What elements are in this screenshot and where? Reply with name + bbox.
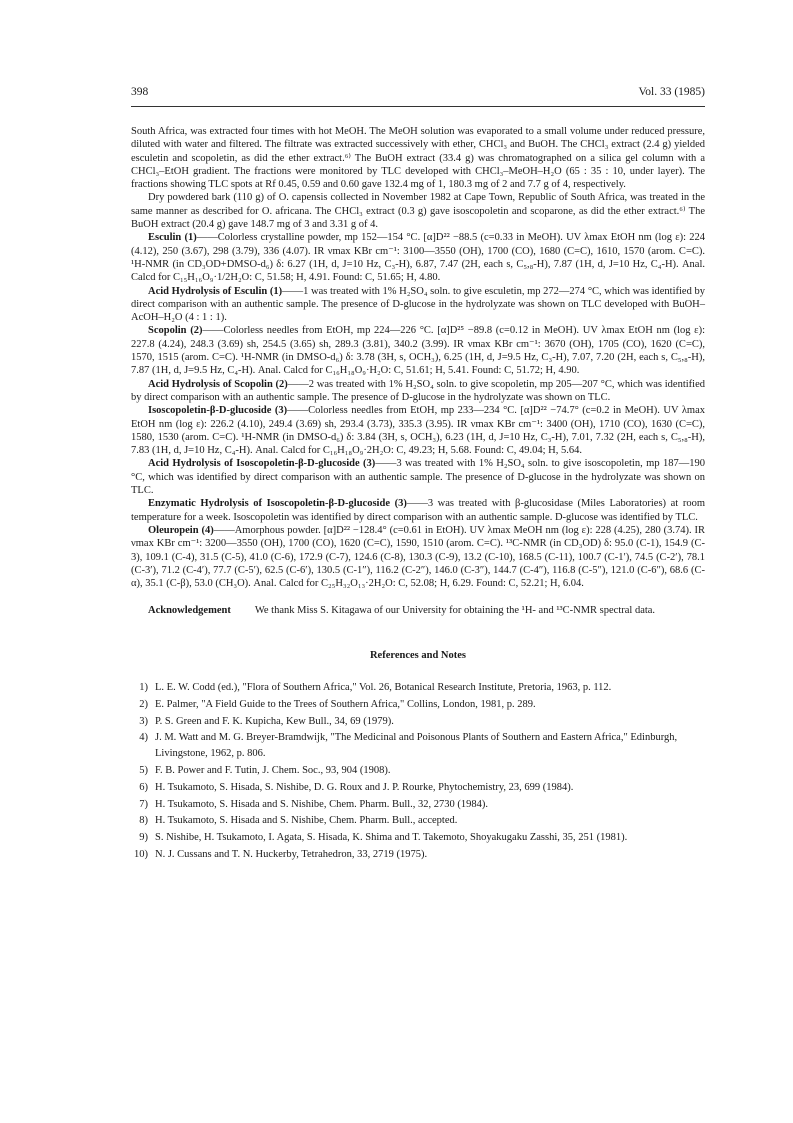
- entry-enzymatic-hydrolysis: Enzymatic Hydrolysis of Isoscopoletin-β-D-glucoside (3)——3 was treated with β-glucosidase (Miles Laboratories) at room temperature for a week. Isoscopoletin was identified by direct comparison with an authentic sample. D-glucose was identified by TLC.: [131, 498, 705, 523]
- reference-item: 8) H. Tsukamoto, S. Hisada and S. Nishibe, Chem. Pharm. Bull., accepted.: [139, 815, 458, 827]
- reference-item: 1) L. E. W. Codd (ed.), "Flora of Southern Africa," Vol. 26, Botanical Research Institute, Pretoria, 1963, p. 112.: [139, 681, 612, 693]
- entry-acid-hydrolysis-esculin: Acid Hydrolysis of Esculin (1)——1 was treated with 1% H₂SO₄ soln. to give esculetin, mp 272—274 °C, which was identified by direct comparison with an authentic sample. The presence of D-glucose in the hydrolyzate was shown on TLC developed with BuOH–AcOH–H₂O (4 : 1 : 1).: [131, 285, 705, 324]
- entry-heading: Enzymatic Hydrolysis of Isoscopoletin-β-D-glucoside (3): [148, 498, 407, 510]
- compound-entry-scopolin: Scopolin (2)——Colorless needles from EtOH, mp 224—226 °C. [α]D²⁵ −89.8 (c=0.12 in MeOH). UV λmax EtOH nm (log ε): 227.8 (4.24), 248.3 (3.69) sh, 254.5 (3.65) sh, 289.3 (3.81), 340.2 (3.99). IR νmax KBr cm⁻¹: 3670 (OH), 1705 (CO), 1620 (C=C), 1570, 1515 (arom. C=C). ¹H-NMR (in DMSO-d₆) δ: 3.78 (3H, s, OCH₃), 6.25 (1H, d, J=9.5 Hz, C₃-H), 7.07, 7.20 (2H, each s, C₅,₈-H), 7.87 (1H, d, J=9.5 Hz, C₄-H). Anal. Calcd for C₁₆H₁₈O₉·H₂O: C, 51.61; H, 5.41. Found: C, 51.72; H, 4.90.: [131, 325, 705, 377]
- compound-entry-esculin: Esculin (1)——Colorless crystalline powder, mp 152—154 °C. [α]D²² −88.5 (c=0.33 in MeOH). UV λmax EtOH nm (log ε): 224 (4.12), 250 (3.67), 298 (3.79), 336 (4.07). IR νmax KBr cm⁻¹: 3100—3550 (OH), 1700 (CO), 1680 (C=C), 1610, 1570 (arom. C=C). ¹H-NMR (in CD₃OD+DMSO-d₆) δ: 6.27 (1H, d, J=10 Hz, C₃-H), 6.87, 7.47 (2H, each s, C₅,₈-H), 7.87 (1H, d, J=10 Hz, C₄-H). Anal. Calcd for C₁₅H₁₆O₉·1/2H₂O: C, 51.58; H, 4.91. Found: C, 51.65; H, 4.80.: [131, 232, 705, 284]
- reference-item: 3) P. S. Green and F. K. Kupicha, Kew Bull., 34, 69 (1979).: [139, 715, 394, 727]
- reference-item: 6) H. Tsukamoto, S. Hisada, S. Nishibe, D. G. Roux and J. P. Rourke, Phytochemistry, 23, 699 (1984).: [139, 781, 574, 793]
- reference-item: 9) S. Nishibe, H. Tsukamoto, I. Agata, S. Hisada, K. Shima and T. Takemoto, Shoyakugaku Zasshi, 35, 251 (1981).: [139, 832, 628, 844]
- entry-heading: Scopolin (2): [148, 325, 203, 337]
- compound-entry-isoscopoletin-glucoside: Isoscopoletin-β-D-glucoside (3)——Colorless needles from EtOH, mp 233—234 °C. [α]D²² −74.7° (c=0.2 in MeOH). UV λmax EtOH nm (log ε): 226.2 (4.10), 249.4 (3.69) sh, 293.4 (3.73), 335.3 (3.95). IR νmax KBr cm⁻¹: 3400 (OH), 1710 (CO), 1630 (C=C), 1580, 1530 (arom. C=C). ¹H-NMR (in DMSO-d₆) δ: 3.84 (3H, s, OCH₃), 6.23 (1H, d, J=10 Hz, C₃-H), 7.01, 7.32 (2H, each s, C₅,₈-H), 7.83 (1H, d, J=10 Hz, C₄-H). Anal. Calcd for C₁₆H₁₈O₉·2H₂O: C, 49.23; H, 5.68. Found: C, 49.04; H, 5.64.: [131, 405, 705, 457]
- acknowledgement-text: We thank Miss S. Kitagawa of our University for obtaining the ¹H- and ¹³C-NMR spectral data.: [254, 605, 656, 617]
- compound-entry-oleuropein: Oleuropein (4)——Amorphous powder. [α]D²² −128.4° (c=0.61 in EtOH). UV λmax MeOH nm (log ε): 228 (4.25), 280 (3.74). IR νmax KBr cm⁻¹: 3200—3550 (OH), 1700 (CO), 1620 (C=C), 1590, 1510 (arom. C=C). ¹³C-NMR (in CD₃OD) δ: 95.0 (C-1), 154.9 (C-3), 109.1 (C-4), 31.5 (C-5), 41.0 (C-6), 172.9 (C-7), 124.6 (C-8), 130.3 (C-9), 13.2 (C-10), 168.5 (C-11), 100.7 (C-1′), 74.5 (C-2′), 78.1 (C-3′), 71.2 (C-4′), 77.7 (C-5′), 62.5 (C-6′), 130.5 (C-1″), 116.2 (C-2″), 146.0 (C-3″), 144.7 (C-4″), 116.8 (C-5″), 121.0 (C-6″), 68.6 (C-α), 35.1 (C-β), 53.0 (CH₃O). Anal. Calcd for C₂₅H₃₂O₁₃·2H₂O: C, 52.08; H, 6.29. Found: C, 52.21; H, 6.04.: [131, 524, 705, 590]
- entry-heading: Esculin (1): [148, 232, 197, 244]
- header-rule: [131, 106, 705, 107]
- running-header: [131, 86, 705, 102]
- reference-item: 4) J. M. Watt and M. G. Breyer-Bramdwijk, "The Medicinal and Poisonous Plants of Southern and Eastern Africa," Edinburgh, Livingstone, 1962, p. 806.: [139, 732, 678, 760]
- entry-heading: Acid Hydrolysis of Isoscopoletin-β-D-glucoside (3): [148, 458, 376, 470]
- volume-label: Vol. 33 (1985): [638, 86, 705, 98]
- reference-list: [131, 680, 705, 863]
- reference-item: 5) F. B. Power and F. Tutin, J. Chem. Soc., 93, 904 (1908).: [139, 764, 391, 776]
- references-heading: References and Notes: [369, 649, 467, 661]
- entry-heading: Oleuropein (4): [148, 524, 214, 536]
- entry-heading: Acid Hydrolysis of Esculin (1): [148, 285, 283, 297]
- reference-item: 7) H. Tsukamoto, S. Hisada and S. Nishibe, Chem. Pharm. Bull., 32, 2730 (1984).: [139, 798, 489, 810]
- article-body: [131, 125, 705, 864]
- acknowledgement: [131, 604, 705, 617]
- acknowledgement-heading: Acknowledgement: [148, 605, 231, 617]
- body-paragraph-2: Dry powdered bark (110 g) of O. capensis collected in November 1982 at Cape Town, Republic of South Africa, was treated in the same manner as described for O. africana. The CHCl₃ extract (0.3 g) gave isoscopoletin and scoparone, as did the ether extract.⁶⁾ The BuOH extract (20.4 g) gave 148.7 mg of 3 and 3.31 g of 4.: [131, 192, 705, 231]
- entry-heading: Acid Hydrolysis of Scopolin (2): [148, 378, 288, 390]
- entry-acid-hydrolysis-scopolin: Acid Hydrolysis of Scopolin (2)——2 was treated with 1% H₂SO₄ soln. to give scopoletin, mp 205—207 °C, which was identified by direct comparison with an authentic sample. The presence of D-glucose in the hydrolyzate was shown on TLC.: [131, 378, 705, 403]
- entry-heading: Isoscopoletin-β-D-glucoside (3): [148, 405, 288, 417]
- reference-item: 10) N. J. Cussans and T. N. Huckerby, Tetrahedron, 33, 2719 (1975).: [134, 848, 428, 860]
- page-number: 398: [131, 86, 149, 98]
- entry-acid-hydrolysis-isoscopoletin-glucoside: Acid Hydrolysis of Isoscopoletin-β-D-glucoside (3)——3 was treated with 1% H₂SO₄ soln. to give isoscopoletin, mp 187—190 °C, which was identified by direct comparison with an authentic sample. The presence of D-glucose in the hydrolyzate was shown on TLC.: [131, 458, 705, 497]
- reference-item: 2) E. Palmer, "A Field Guide to the Trees of Southern Africa," Collins, London, 1981, p. 289.: [139, 698, 536, 710]
- body-paragraph-1: South Africa, was extracted four times with hot MeOH. The MeOH solution was evaporated to a small volume under reduced pressure, diluted with water and filtered. The filtrate was extracted successively with ether, CHCl₃ and BuOH. The CHCl₃ extract (2.4 g) yielded esculetin and scopoletin, as did the ether extract.⁶⁾ The BuOH extract (33.4 g) was chromatographed on a silica gel column with a CHCl₃–EtOH gradient. The fractions were monitored by TLC developed with CHCl₃–MeOH–H₂O (65 : 35 : 10, under layer). The fractions showing TLC spots at Rf 0.45, 0.59 and 0.60 gave 132.4 mg of 1, 180.3 mg of 2 and 7.7 g of 4, respectively.: [131, 126, 705, 191]
- experimental-section: [131, 125, 705, 590]
